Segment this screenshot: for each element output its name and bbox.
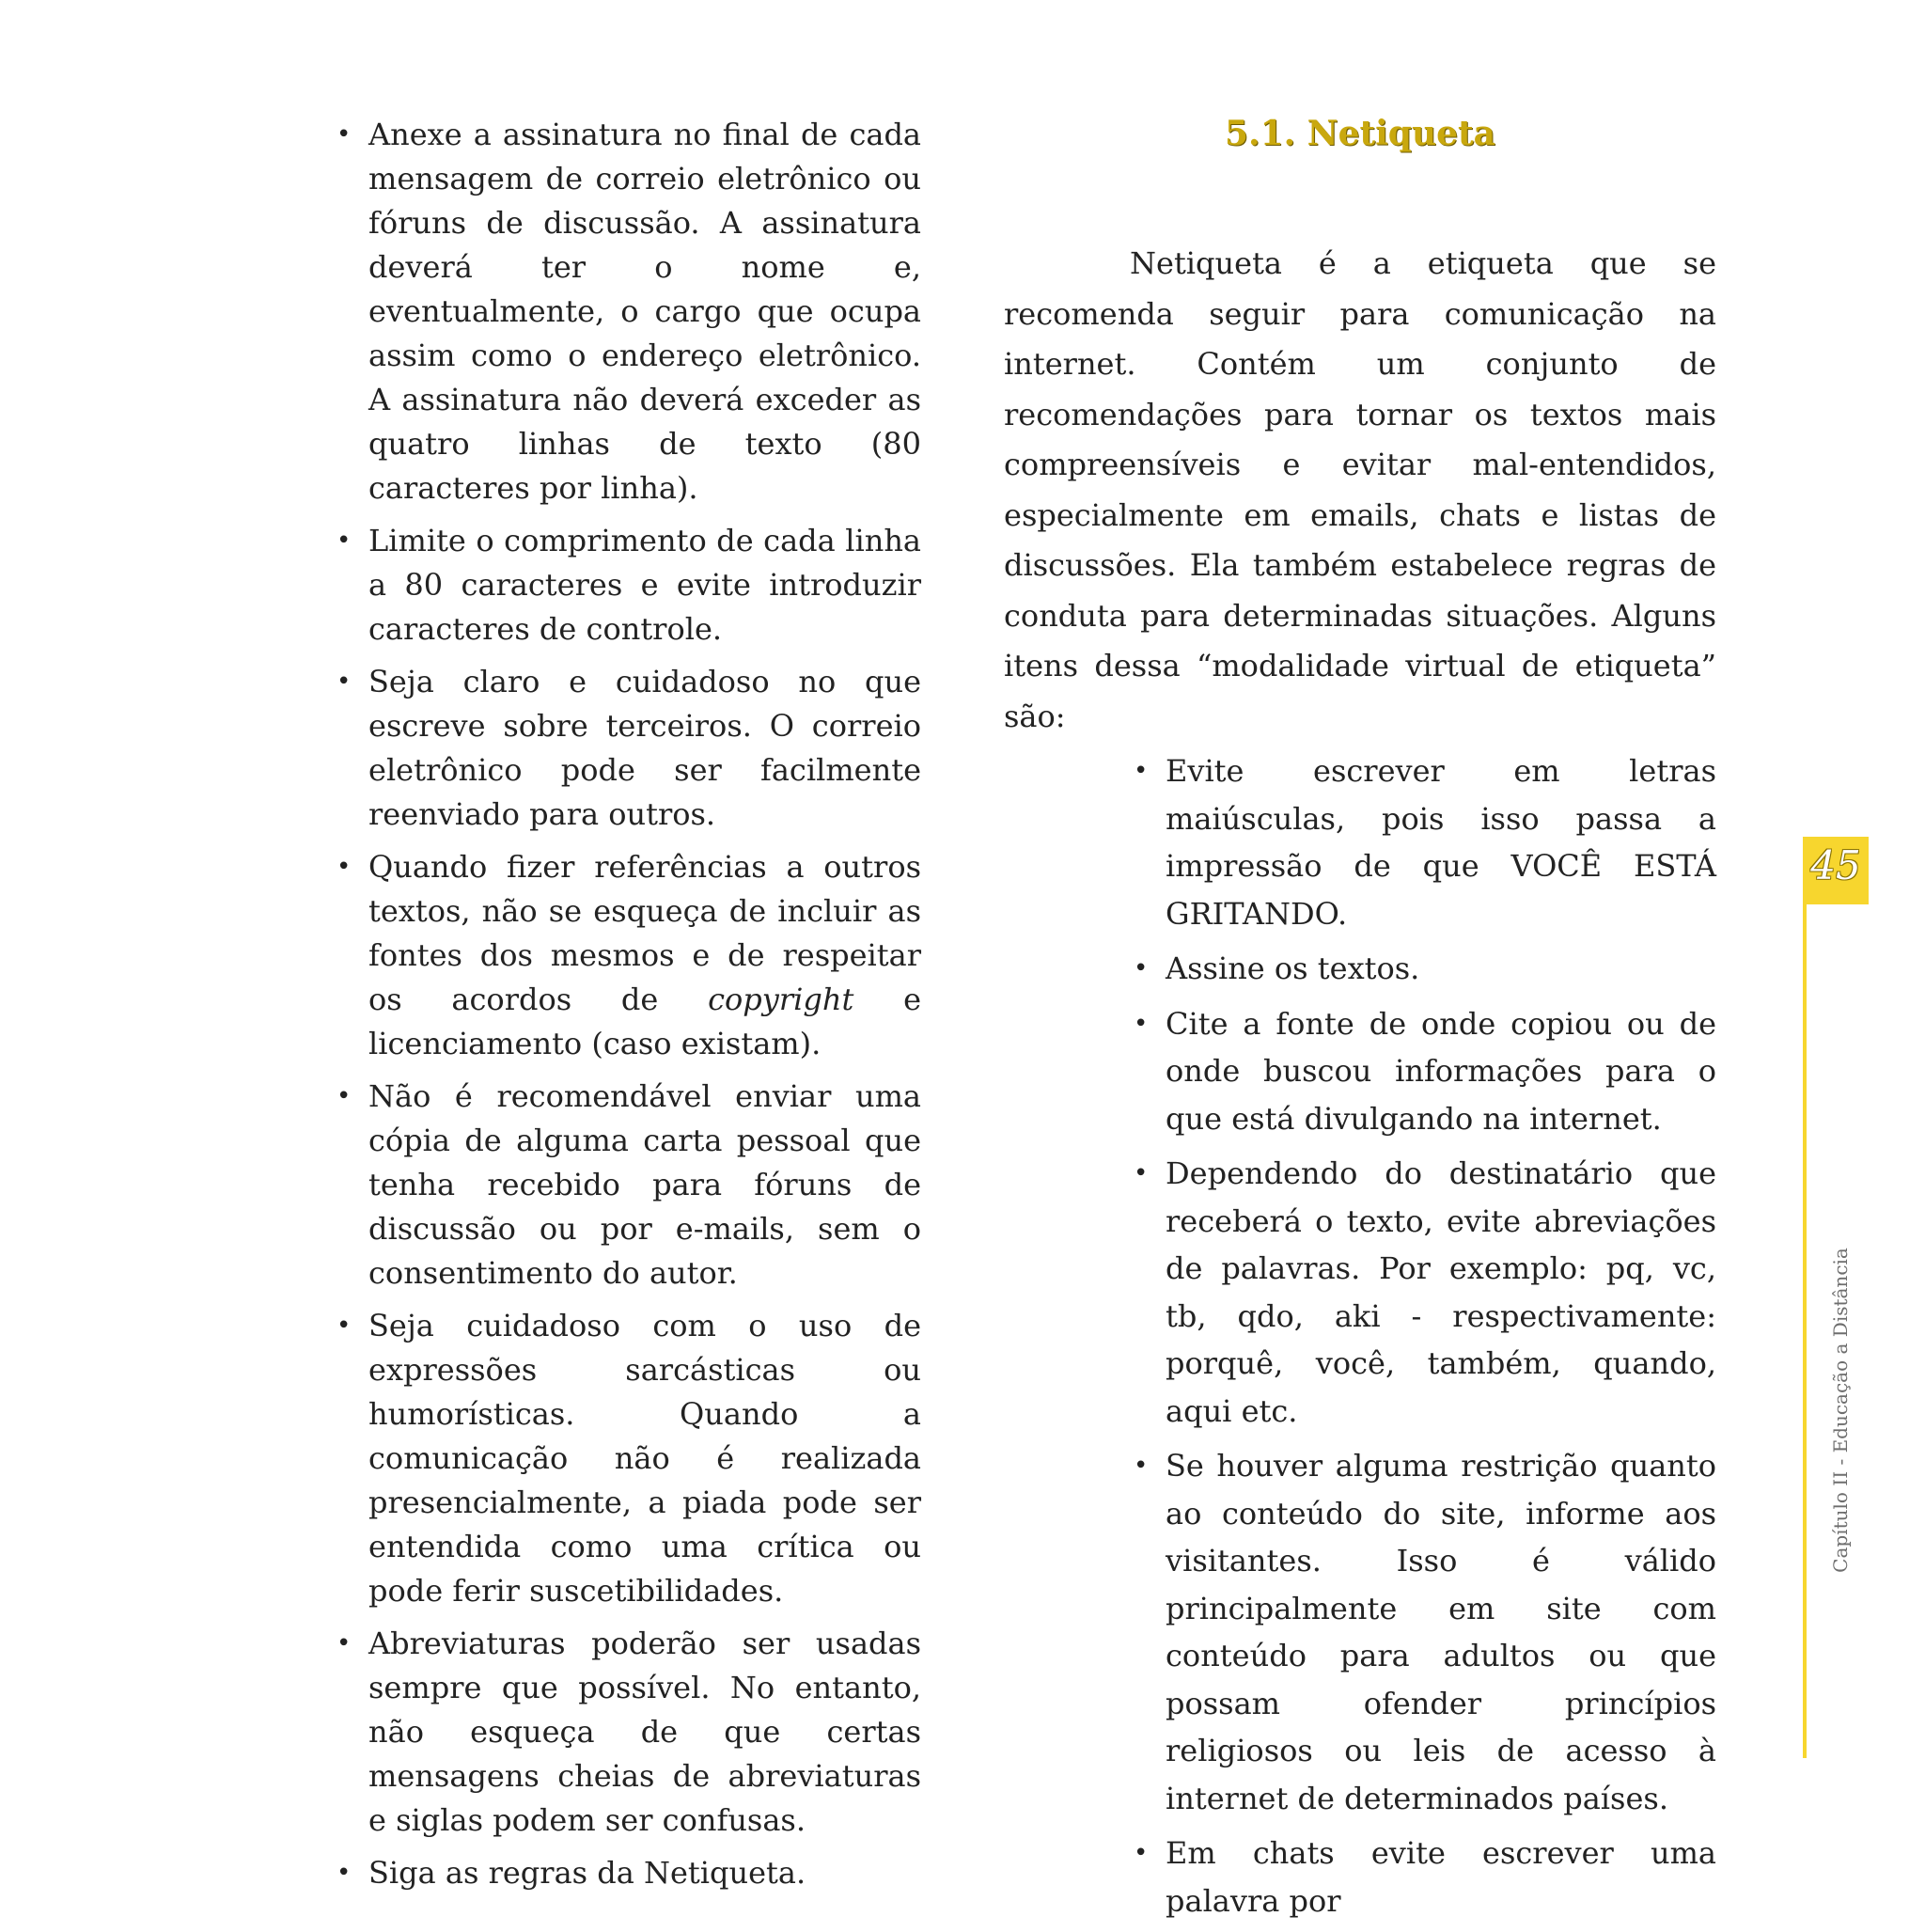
running-head: Capítulo II - Educação a Distância bbox=[1829, 1248, 1852, 1573]
page-number-tab bbox=[1803, 837, 1869, 904]
list-item: • Siga as regras da Netiqueta. bbox=[336, 1851, 921, 1895]
copyright-term: copyright bbox=[708, 982, 854, 1017]
netiquette-list bbox=[1134, 747, 1716, 1924]
list-item: • Cite a fonte de onde copiou ou de onde buscou informações para o que está divulgando na internet. bbox=[1134, 1000, 1716, 1143]
left-column bbox=[336, 113, 921, 1904]
list-item: • Se houver alguma restrição quanto ao conteúdo do site, informe aos visitantes. Isso é válido principalmente em site com conteúdo para adultos ou que possam ofender princípios religiosos ou leis de acesso à internet de determinados países. bbox=[1134, 1442, 1716, 1822]
list-item: • Anexe a assinatura no final de cada mensagem de correio eletrônico ou fóruns de discussão. A assinatura deverá ter o nome e, eventualmente, o cargo que ocupa assim como o endereço eletrônico. A assinatura não deverá exceder as quatro linhas de texto (80 caracteres por linha). bbox=[336, 113, 921, 510]
intro-paragraph: Netiqueta é a etiqueta que se recomenda seguir para comunicação na internet. Contém um conjunto de recomendações para tornar os textos mais compreensíveis e evitar mal-entendidos, especialmente em emails, chats e listas de discussões. Ela também estabelece regras de conduta para determinadas situações. Alguns itens dessa “modalidade virtual de etiqueta” são: bbox=[1004, 245, 1716, 734]
guidelines-list bbox=[336, 113, 921, 1895]
list-item: • Evite escrever em letras maiúsculas, pois isso passa a impressão de que VOCÊ ESTÁ GRITANDO. bbox=[1134, 747, 1716, 937]
page-number: 45 bbox=[1810, 842, 1861, 888]
list-item: • Seja claro e cuidadoso no que escreve sobre terceiros. O correio eletrônico pode ser facilmente reenviado para outros. bbox=[336, 660, 921, 837]
item-text: Quando fizer referências a outros textos, não se esqueça de incluir as fontes dos mesmos e de respeitar os acordos de bbox=[368, 849, 921, 1017]
list-item: • Limite o comprimento de cada linha a 80 caracteres e evite introduzir caracteres de controle. bbox=[336, 519, 921, 652]
list-item: • Abreviaturas poderão ser usadas sempre que possível. No entanto, não esqueça de que certas mensagens cheias de abreviaturas e siglas podem ser confusas. bbox=[336, 1622, 921, 1843]
list-item-copyright bbox=[336, 845, 921, 1066]
right-column bbox=[1004, 111, 1716, 1932]
section-title: 5.1. Netiqueta bbox=[1224, 114, 1496, 153]
list-item: • Não é recomendável enviar uma cópia de alguma carta pessoal que tenha recebido para fóruns de discussão ou por e-mails, sem o consentimento do autor. bbox=[336, 1075, 921, 1296]
item-text: e licenciamento (caso existam). bbox=[368, 982, 922, 1061]
list-item: • Seja cuidadoso com o uso de expressões sarcásticas ou humorísticas. Quando a comunicação não é realizada presencialmente, a piada pode ser entendida como uma crítica ou pode ferir suscetibilidades. bbox=[336, 1304, 921, 1613]
page-edge-rule bbox=[1803, 904, 1807, 1758]
list-item: • Dependendo do destinatário que receberá o texto, evite abreviações de palavras. Por exemplo: pq, vc, tb, qdo, aki - respectivamente: porquê, você, também, quando, aqui etc. bbox=[1134, 1150, 1716, 1435]
list-item: • Assine os textos. bbox=[1134, 945, 1716, 993]
list-item: • Em chats evite escrever uma palavra por bbox=[1134, 1830, 1716, 1924]
